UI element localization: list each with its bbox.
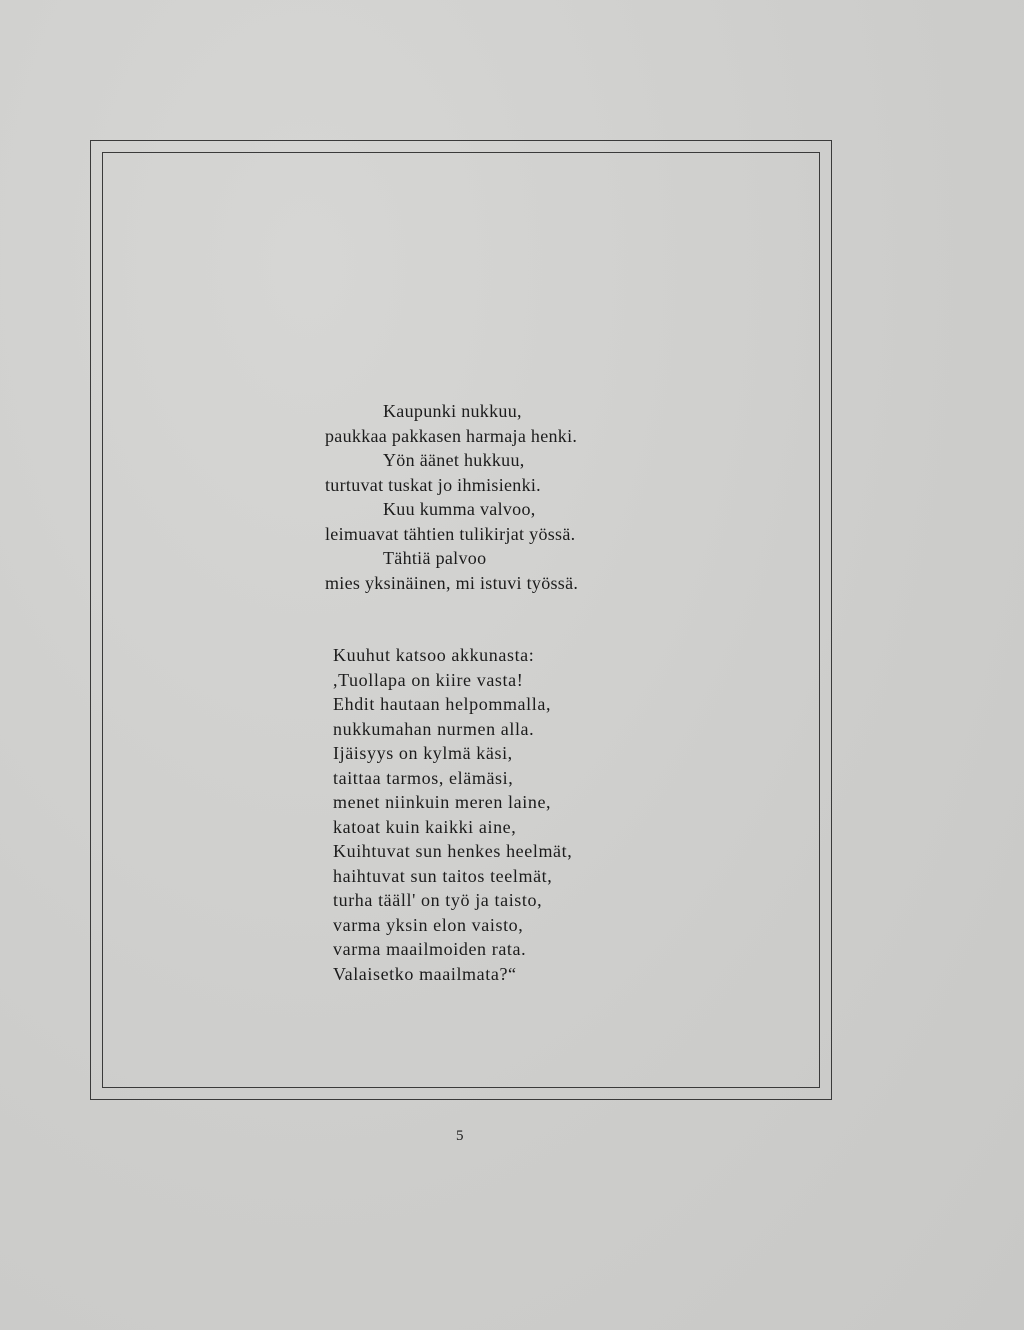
poem-line: mies yksinäinen, mi istuvi työssä. (325, 572, 579, 593)
poem-line: varma maailmoiden rata. (333, 939, 527, 959)
poem-line: menet niinkuin meren laine, (333, 792, 552, 812)
page-number: 5 (456, 1128, 464, 1144)
poem-line: Ehdit hautaan helpommalla, (333, 694, 552, 714)
poem-line: katoat kuin kaikki aine, (333, 816, 517, 837)
poem-line: Kuuhut katsoo akkunasta: (333, 645, 535, 665)
poem-line: Kuihtuvat sun henkes heelmät, (333, 841, 573, 861)
poem-line: paukkaa pakkasen harmaja henki. (325, 425, 578, 446)
poem-stanza-2 (333, 643, 572, 986)
poem-line: Kaupunki nukkuu, (383, 401, 522, 421)
poem-line: ,Tuollapa on kiire vasta! (333, 669, 524, 690)
poem-line: nukkumahan nurmen alla. (333, 718, 535, 739)
poem-line: turha tääll' on työ ja taisto, (333, 890, 543, 910)
poem-line: turtuvat tuskat jo ihmisienki. (325, 474, 541, 495)
poem-line: Valaisetko maailmata?“ (333, 963, 517, 984)
poem-line: Ijäisyys on kylmä käsi, (333, 743, 513, 763)
poem-line: varma yksin elon vaisto, (333, 914, 524, 935)
poem-line: taittaa tarmos, elämäsi, (333, 767, 514, 788)
poem-line: Kuu kumma valvoo, (383, 499, 536, 519)
poem-line: Yön äänet hukkuu, (383, 450, 525, 470)
poem-stanza-1 (0, 399, 1024, 595)
poem-line: leimuavat tähtien tulikirjat yössä. (325, 523, 576, 544)
poem-line: Tähtiä palvoo (383, 548, 487, 568)
poem-line: haihtuvat sun taitos teelmät, (333, 865, 553, 886)
